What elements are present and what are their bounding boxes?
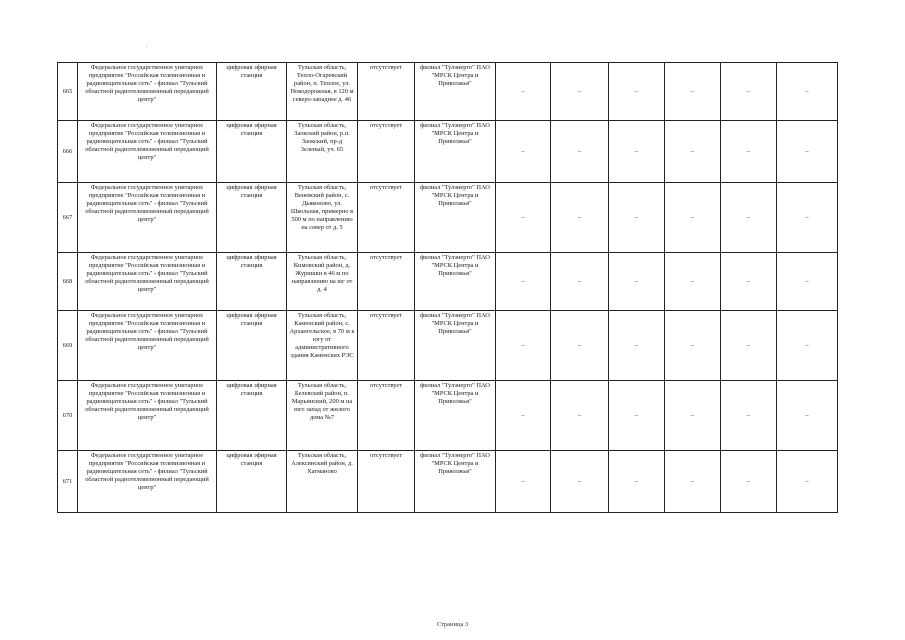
grid-owner-cell: филиал "Тулэнерго" ПАО "МРСК Центра и Приволжья" <box>415 451 496 513</box>
table-row <box>58 121 838 183</box>
facility-type-cell: цифровая эфирная станция <box>217 451 287 513</box>
organization-cell: Федеральное государственное унитарное предприятие "Российская телевизионная и радиовещательная сеть" - филиал "Тульский областной радиотелевизионный передающий центр" <box>78 121 217 183</box>
empty-value-cell: – <box>721 381 777 451</box>
empty-value-cell: – <box>777 381 838 451</box>
grid-owner-cell: филиал "Тулэнерго" ПАО "МРСК Центра и Приволжья" <box>415 253 496 311</box>
empty-value-cell: – <box>609 381 665 451</box>
empty-value-cell: – <box>777 183 838 253</box>
table-row <box>58 451 838 513</box>
empty-value-cell: – <box>551 381 609 451</box>
table-row <box>58 311 838 381</box>
address-cell: Тульская область, Тепло-Огаревский район, п. Теплое, ул. Новодорожная, в 120 м северо-западнее д. 46 <box>287 63 358 121</box>
empty-value-cell: – <box>777 311 838 381</box>
grid-owner-cell: филиал "Тулэнерго" ПАО "МРСК Центра и Приволжья" <box>415 121 496 183</box>
row-number: 668 <box>58 253 78 311</box>
empty-value-cell: – <box>551 311 609 381</box>
table-row <box>58 183 838 253</box>
empty-value-cell: – <box>496 451 551 513</box>
address-cell: Тульская область, Веневский район, с. Дьяконово, ул. Школьная, примерно в 500 м по направлению на север от д. 5 <box>287 183 358 253</box>
status-cell: отсутствует <box>358 311 415 381</box>
empty-value-cell: – <box>609 253 665 311</box>
organization-cell: Федеральное государственное унитарное предприятие "Российская телевизионная и радиовещательная сеть" - филиал "Тульский областной радиотелевизионный передающий центр" <box>78 183 217 253</box>
grid-owner-cell: филиал "Тулэнерго" ПАО "МРСК Центра и Приволжья" <box>415 63 496 121</box>
empty-value-cell: – <box>609 121 665 183</box>
facility-type-cell: цифровая эфирная станция <box>217 183 287 253</box>
empty-value-cell: – <box>551 183 609 253</box>
address-cell: Тульская область, Заокский район, р.п. Заокский, пр-д Зеленый, уч. 65 <box>287 121 358 183</box>
row-number: 671 <box>58 451 78 513</box>
empty-value-cell: – <box>777 451 838 513</box>
organization-cell: Федеральное государственное унитарное предприятие "Российская телевизионная и радиовещательная сеть" - филиал "Тульский областной радиотелевизионный передающий центр" <box>78 381 217 451</box>
empty-value-cell: – <box>665 183 721 253</box>
empty-value-cell: – <box>665 311 721 381</box>
empty-value-cell: – <box>665 253 721 311</box>
row-number: 666 <box>58 121 78 183</box>
empty-value-cell: – <box>496 121 551 183</box>
organization-cell: Федеральное государственное унитарное предприятие "Российская телевизионная и радиовещательная сеть" - филиал "Тульский областной радиотелевизионный передающий центр" <box>78 253 217 311</box>
facility-type-cell: цифровая эфирная станция <box>217 381 287 451</box>
address-cell: Тульская область, Алексинский район, д. Хатманово <box>287 451 358 513</box>
status-cell: отсутствует <box>358 381 415 451</box>
empty-value-cell: – <box>609 311 665 381</box>
table-row <box>58 253 838 311</box>
empty-value-cell: – <box>777 63 838 121</box>
status-cell: отсутствует <box>358 451 415 513</box>
address-cell: Тульская область, Каменский район, с. Архангельское, в 70 м к югу от административного здания Каменских РЭС <box>287 311 358 381</box>
empty-value-cell: – <box>721 451 777 513</box>
empty-value-cell: – <box>551 253 609 311</box>
empty-value-cell: – <box>551 63 609 121</box>
row-number: 669 <box>58 311 78 381</box>
row-number: 665 <box>58 63 78 121</box>
empty-value-cell: – <box>496 63 551 121</box>
facility-type-cell: цифровая эфирная станция <box>217 121 287 183</box>
empty-value-cell: – <box>496 253 551 311</box>
empty-value-cell: – <box>665 63 721 121</box>
status-cell: отсутствует <box>358 253 415 311</box>
organization-cell: Федеральное государственное унитарное предприятие "Российская телевизионная и радиовещательная сеть" - филиал "Тульский областной радиотелевизионный передающий центр" <box>78 311 217 381</box>
status-cell: отсутствует <box>358 121 415 183</box>
organization-cell: Федеральное государственное унитарное предприятие "Российская телевизионная и радиовещательная сеть" - филиал "Тульский областной радиотелевизионный передающий центр" <box>78 451 217 513</box>
empty-value-cell: – <box>721 63 777 121</box>
row-number: 670 <box>58 381 78 451</box>
grid-owner-cell: филиал "Тулэнерго" ПАО "МРСК Центра и Приволжья" <box>415 381 496 451</box>
grid-owner-cell: филиал "Тулэнерго" ПАО "МРСК Центра и Приволжья" <box>415 183 496 253</box>
organization-cell: Федеральное государственное унитарное предприятие "Российская телевизионная и радиовещательная сеть" - филиал "Тульский областной радиотелевизионный передающий центр" <box>78 63 217 121</box>
facility-type-cell: цифровая эфирная станция <box>217 311 287 381</box>
facility-type-cell: цифровая эфирная станция <box>217 63 287 121</box>
empty-value-cell: – <box>777 253 838 311</box>
status-cell: отсутствует <box>358 183 415 253</box>
page-footer: Страница 3 <box>436 621 469 628</box>
address-cell: Тульская область, Кимовский район, д. Журишки в 46 м по направлению на юг от д. 4 <box>287 253 358 311</box>
empty-value-cell: – <box>721 121 777 183</box>
empty-value-cell: – <box>721 311 777 381</box>
empty-value-cell: – <box>665 121 721 183</box>
empty-value-cell: – <box>551 451 609 513</box>
status-cell: отсутствует <box>358 63 415 121</box>
empty-value-cell: – <box>496 311 551 381</box>
empty-value-cell: – <box>609 183 665 253</box>
empty-value-cell: – <box>665 381 721 451</box>
empty-value-cell: – <box>665 451 721 513</box>
registry-table <box>57 62 838 513</box>
row-number: 667 <box>58 183 78 253</box>
empty-value-cell: – <box>609 451 665 513</box>
empty-value-cell: – <box>551 121 609 183</box>
empty-value-cell: – <box>721 253 777 311</box>
table-row <box>58 381 838 451</box>
address-cell: Тульская область, Белевский район, п. Марьинский, 200 м на юго запад от жилого дома №7 <box>287 381 358 451</box>
table-row <box>58 63 838 121</box>
empty-value-cell: – <box>496 183 551 253</box>
empty-value-cell: – <box>721 183 777 253</box>
grid-owner-cell: филиал "Тулэнерго" ПАО "МРСК Центра и Приволжья" <box>415 311 496 381</box>
empty-value-cell: – <box>496 381 551 451</box>
empty-value-cell: – <box>777 121 838 183</box>
scan-mark: . <box>146 43 148 49</box>
empty-value-cell: – <box>609 63 665 121</box>
facility-type-cell: цифровая эфирная станция <box>217 253 287 311</box>
